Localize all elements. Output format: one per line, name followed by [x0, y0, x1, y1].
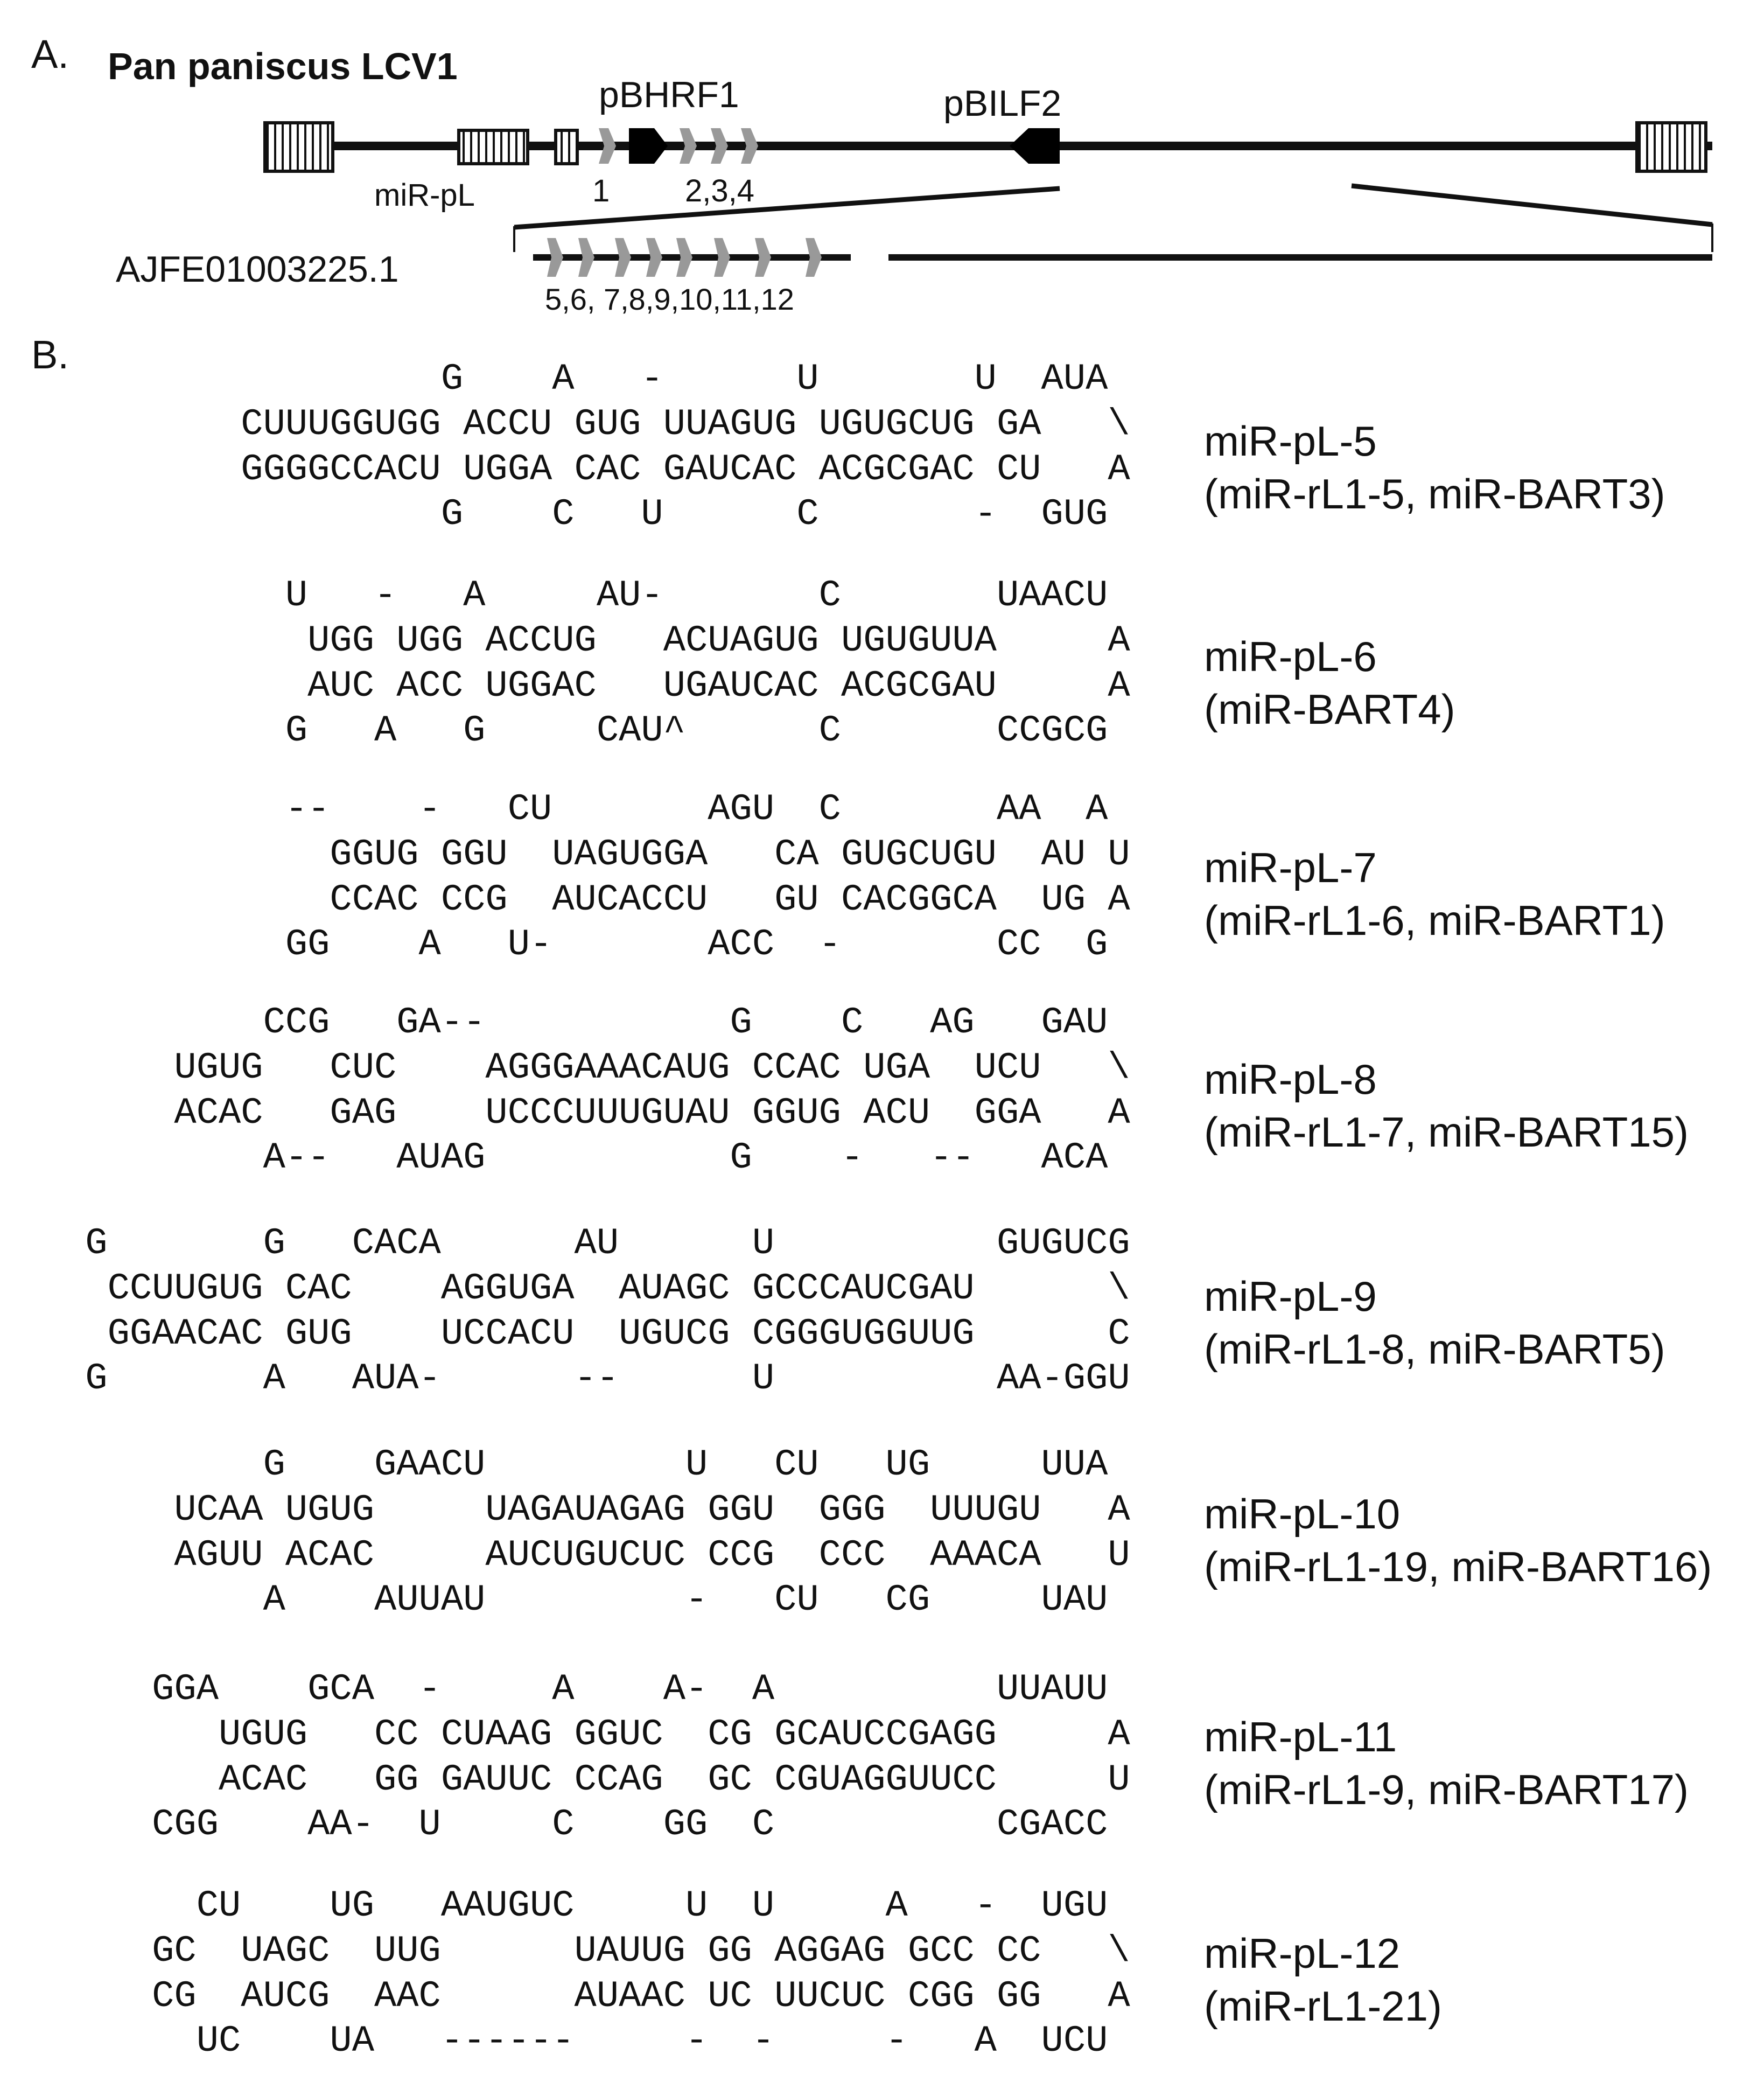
label-mir-pl-9 [1204, 1270, 1665, 1375]
hairpin-line: -- - CU AGU C AA A [63, 788, 1108, 830]
label-mir-pl-8 [1204, 1053, 1689, 1158]
hairpin-line: UCAA UGUG UAGAUAGAG GGU GGG UUUGU A [63, 1489, 1130, 1531]
hairpin-line: GGA GCA - A A- A UUAUU [63, 1668, 1108, 1710]
mir-name: miR-pL-8 [1204, 1056, 1377, 1103]
mir-aliases: (miR-rL1-5, miR-BART3) [1204, 470, 1665, 518]
hairpin-line: G GAACU U CU UG UUA [63, 1444, 1108, 1486]
hairpin-line: UC UA ------ - - - A UCU [63, 2020, 1108, 2063]
label-mir-pl-10 [1204, 1487, 1712, 1593]
mir-234-label: 2,3,4 [685, 173, 754, 208]
hairpin-line: G A G CAU^ C CCGCG [63, 710, 1108, 752]
hairpin-line: A-- AUAG G - -- ACA [63, 1137, 1108, 1179]
hairpin-line: AGUU ACAC AUCUGUCUC CCG CCC AAACA U [63, 1534, 1130, 1576]
mir-1-label: 1 [592, 173, 610, 208]
hairpin-line: GC UAGC UUG UAUUG GG AGGAG GCC CC \ [63, 1930, 1130, 1972]
hairpin-line: CG AUCG AAC AUAAC UC UUCUC CGG GG A [63, 1975, 1130, 2017]
mir-pl-cluster-box [459, 130, 528, 164]
hairpin-line: GGAACAC GUG UCCACU UGUCG CGGGUGGUUG C [63, 1312, 1130, 1355]
hairpin-line: AUC ACC UGGAC UGAUCAC ACGCGAU A [63, 665, 1130, 707]
hairpin-line: G A - U U AUA [63, 358, 1108, 400]
hairpin-line: ACAC GG GAUUC CCAG GC CGUAGGUUCC U [63, 1758, 1130, 1801]
mir-aliases: (miR-rL1-19, miR-BART16) [1204, 1543, 1712, 1590]
label-mir-pl-7 [1204, 841, 1665, 947]
hairpin-mir-pl-5 [63, 357, 1130, 537]
mir-aliases: (miR-rL1-8, miR-BART5) [1204, 1325, 1665, 1373]
hairpin-line: G A AUA- -- U AA-GGU [63, 1358, 1130, 1400]
label-mir-pl-12 [1204, 1927, 1442, 2032]
hairpin-mir-pl-10 [63, 1443, 1130, 1623]
mir-aliases: (miR-rL1-6, miR-BART1) [1204, 897, 1665, 944]
mir-pl-label: miR-pL [374, 178, 475, 213]
mir-aliases: (miR-BART4) [1204, 686, 1455, 733]
zoom-line-right [1352, 186, 1712, 225]
terminal-repeat-left [265, 123, 333, 171]
hairpin-line: CCUUGUG CAC AGGUGA AUAGC GCCCAUCGAU \ [63, 1267, 1130, 1310]
hairpin-line: G G CACA AU U GUGUCG [63, 1222, 1130, 1264]
mir-name: miR-pL-12 [1204, 1930, 1401, 1977]
hairpin-line: CUUUGGUGG ACCU GUG UUAGUG UGUGCUG GA \ [63, 403, 1130, 445]
hairpin-mir-pl-8 [63, 1001, 1130, 1181]
mir-aliases: (miR-rL1-9, miR-BART17) [1204, 1766, 1689, 1813]
hairpin-line: GGGGCCACU UGGA CAC GAUCAC ACGCGAC CU A [63, 448, 1130, 491]
pbilf2-label: pBILF2 [943, 83, 1062, 124]
mir-name: miR-pL-6 [1204, 633, 1377, 680]
mir-name: miR-pL-5 [1204, 417, 1377, 465]
hairpin-mir-pl-6 [63, 574, 1130, 754]
hairpin-line: GGUG GGU UAGUGGA CA GUGCUGU AU U [63, 833, 1130, 876]
hairpin-mir-pl-11 [63, 1667, 1130, 1848]
hairpin-mir-pl-12 [63, 1884, 1130, 2064]
hairpin-line: ACAC GAG UCCCUUUGUAU GGUG ACU GGA A [63, 1092, 1130, 1134]
hairpin-line: U - A AU- C UAACU [63, 575, 1108, 617]
mir-name: miR-pL-9 [1204, 1273, 1377, 1320]
label-mir-pl-5 [1204, 415, 1665, 520]
mir-aliases: (miR-rL1-21) [1204, 1982, 1443, 2030]
label-mir-pl-6 [1204, 630, 1455, 736]
label-mir-pl-11 [1204, 1710, 1689, 1816]
hairpin-line: UGUG CUC AGGGAAACAUG CCAC UGA UCU \ [63, 1046, 1130, 1089]
hairpin-line: A AUUAU - CU CG UAU [63, 1579, 1108, 1622]
pbilf2-arrow [1010, 128, 1060, 164]
hairpin-line: CCG GA-- G C AG GAU [63, 1002, 1108, 1044]
hairpin-line: CCAC CCG AUCACCU GU CACGGCA UG A [63, 878, 1130, 921]
mir-name: miR-pL-10 [1204, 1490, 1401, 1538]
contig-mirs-label: 5,6, 7,8,9,10,11,12 [545, 282, 794, 316]
pbhrf1-arrow [629, 128, 668, 164]
pbhrf1-label: pBHRF1 [599, 74, 739, 115]
mir-name: miR-pL-7 [1204, 844, 1377, 891]
hairpin-line: UGUG CC CUAAG GGUC CG GCAUCCGAGG A [63, 1713, 1130, 1756]
hairpin-line: GG A U- ACC - CC G [63, 924, 1108, 966]
panel-a-letter: A. [31, 32, 69, 76]
hairpin-mir-pl-7 [63, 787, 1130, 968]
contig-label: AJFE01003225.1 [116, 249, 399, 290]
hairpin-line: G C U C - GUG [63, 493, 1108, 536]
small-repeat-box [556, 130, 577, 164]
mir-name: miR-pL-11 [1204, 1713, 1397, 1760]
hairpin-mir-pl-9 [63, 1221, 1130, 1402]
genome-title: Pan paniscus LCV1 [108, 45, 458, 87]
hairpin-line: UGG UGG ACCUG ACUAGUG UGUGUUA A [63, 619, 1130, 662]
hairpin-line: CGG AA- U C GG C CGACC [63, 1804, 1108, 1846]
panel-b-letter: B. [31, 332, 69, 377]
mir-aliases: (miR-rL1-7, miR-BART15) [1204, 1108, 1689, 1156]
terminal-repeat-right [1637, 123, 1706, 171]
hairpin-line: CU UG AAUGUC U U A - UGU [63, 1885, 1108, 1927]
